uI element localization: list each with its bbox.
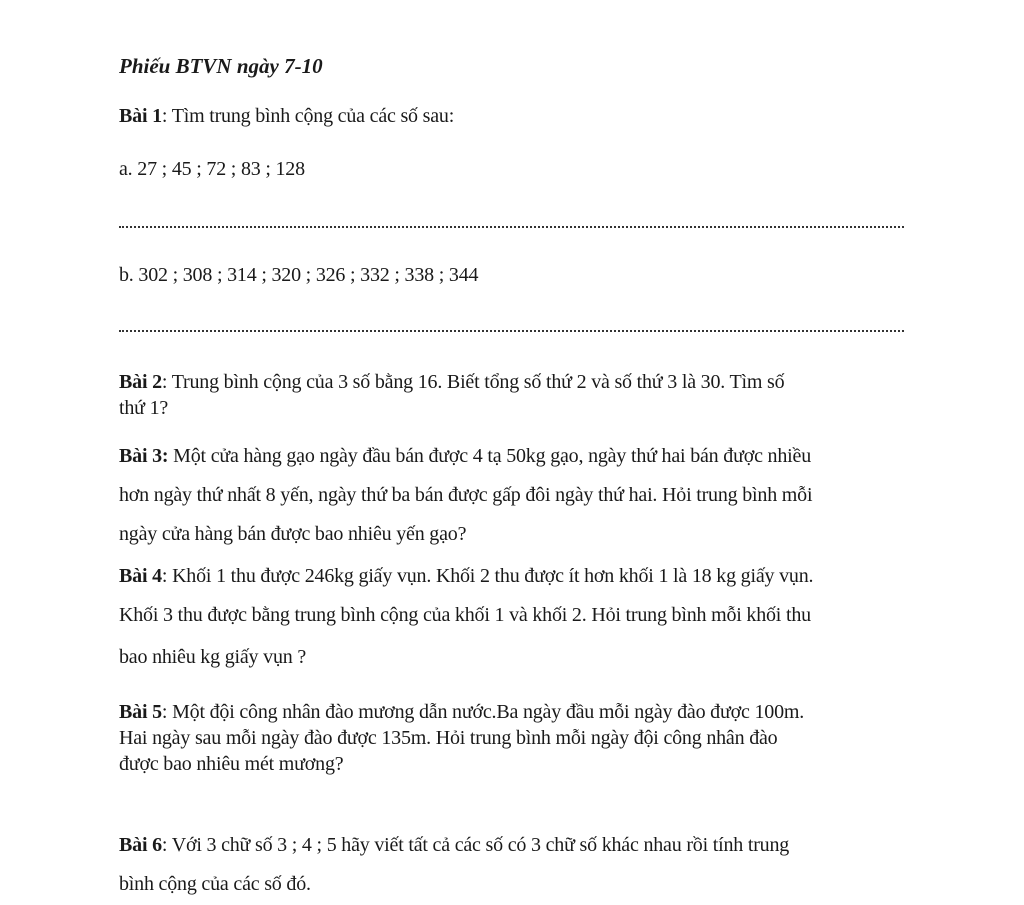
bai1-text: : Tìm trung bình cộng của các số sau: — [161, 105, 455, 127]
bai4-line-3: bao nhiêu kg giấy vụn ? — [119, 646, 307, 668]
bai1-item-a: a. 27 ; 45 ; 72 ; 83 ; 128 — [119, 158, 305, 180]
bai2-line-1 — [119, 370, 784, 394]
bai2-text-1: : Trung bình cộng của 3 số bằng 16. Biết tổng số thứ 2 và số thứ 3 là 30. Tìm số — [161, 371, 785, 393]
bai2-line-2: thứ 1? — [119, 397, 169, 419]
bai4-line-1 — [119, 564, 813, 588]
bai2-label: Bài 2 — [119, 371, 162, 393]
bai3-line-2: hơn ngày thứ nhất 8 yến, ngày thứ ba bán được gấp đôi ngày thứ hai. Hỏi trung bình mỗi — [119, 484, 813, 506]
bai5-line-2: Hai ngày sau mỗi ngày đào được 135m. Hỏi trung bình mỗi ngày đội công nhân đào — [119, 727, 778, 749]
bai4-line-2: Khối 3 thu được bằng trung bình cộng của khối 1 và khối 2. Hỏi trung bình mỗi khối thu — [119, 604, 811, 626]
bai1-item-b: b. 302 ; 308 ; 314 ; 320 ; 326 ; 332 ; 338 ; 344 — [119, 264, 479, 286]
bai4-label: Bài 4 — [119, 565, 162, 587]
bai5-line-1 — [119, 700, 804, 724]
bai6-line-1 — [119, 833, 789, 857]
bai3-line-3: ngày cửa hàng bán được bao nhiêu yến gạo? — [119, 523, 467, 545]
bai1-heading — [119, 104, 454, 128]
bai3-line-1 — [119, 444, 811, 468]
bai1-label: Bài 1 — [119, 105, 162, 127]
answer-line-b — [119, 326, 904, 332]
worksheet-title: Phiếu BTVN ngày 7-10 — [119, 54, 323, 78]
bai5-text-1: : Một đội công nhân đào mương dẫn nước.Ba ngày đầu mỗi ngày đào được 100m. — [161, 701, 805, 723]
bai5-line-3: được bao nhiêu mét mương? — [119, 753, 344, 775]
bai6-line-2: bình cộng của các số đó. — [119, 873, 311, 895]
bai3-label: Bài 3: — [119, 445, 169, 467]
bai5-label: Bài 5 — [119, 701, 162, 723]
answer-line-a — [119, 222, 904, 228]
bai3-text-1: Một cửa hàng gạo ngày đầu bán được 4 tạ 50kg gạo, ngày thứ hai bán được nhiều — [168, 445, 811, 467]
bai6-label: Bài 6 — [119, 834, 162, 856]
bai4-text-1: : Khối 1 thu được 246kg giấy vụn. Khối 2 thu được ít hơn khối 1 là 18 kg giấy vụn. — [161, 565, 814, 587]
bai6-text-1: : Với 3 chữ số 3 ; 4 ; 5 hãy viết tất cả các số có 3 chữ số khác nhau rồi tính trung — [161, 834, 790, 856]
